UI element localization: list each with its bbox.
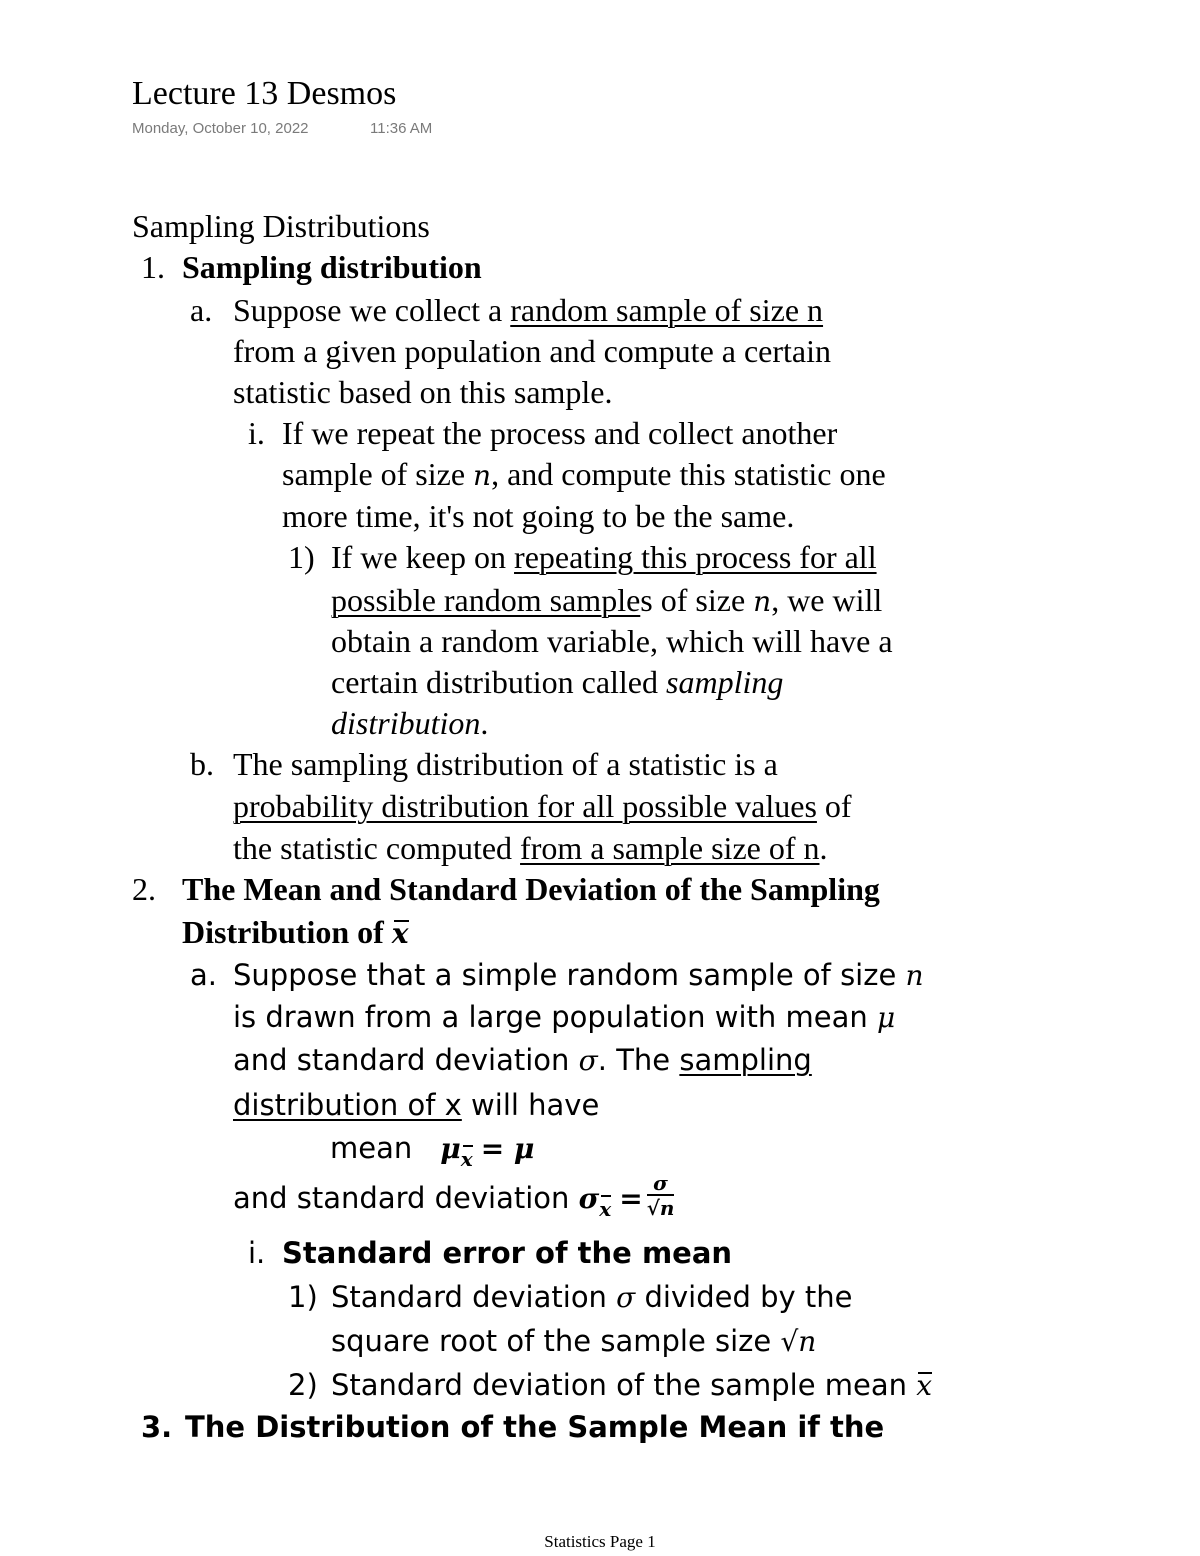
sigma-over-sqrt-n — [647, 1172, 675, 1220]
item-2a-i-2-line-1 — [331, 1365, 932, 1406]
sd-formula — [233, 1171, 675, 1224]
item-1a-line-3: statistic based on this sample. — [233, 374, 613, 410]
item-1-heading: Sampling distribution — [182, 249, 482, 285]
text-run: . The — [597, 1043, 680, 1077]
math-sigma: σ — [616, 1281, 636, 1314]
underlined-phrase: from a sample size of n — [520, 830, 820, 866]
text-run: Standard deviation of the sample mean — [331, 1368, 917, 1402]
text-run: of — [816, 788, 852, 824]
item-2a-line-2 — [233, 997, 895, 1038]
item-1a-i-marker: i. — [248, 415, 265, 451]
item-1a-i-1-line-4 — [331, 662, 783, 702]
mean-equation: = μ — [480, 1132, 535, 1165]
text-run: Suppose we collect a — [233, 292, 511, 328]
item-1a-marker: a. — [190, 292, 213, 328]
underlined-phrase: sampling — [679, 1043, 812, 1077]
page-title: Lecture 13 Desmos — [132, 75, 397, 112]
item-1b-line-1: The sampling distribution of a statistic is a — [233, 746, 778, 782]
item-2a-i-marker: i. — [248, 1236, 266, 1270]
item-2a-i-heading: Standard error of the mean — [282, 1236, 733, 1270]
item-1b-marker: b. — [190, 746, 214, 782]
math-xbar: x — [392, 914, 409, 954]
page-footer: Statistics Page 1 — [544, 1532, 656, 1551]
text-run: certain distribution called — [331, 664, 666, 700]
text-run: Distribution of — [182, 914, 392, 950]
item-2a-i-1-marker: 1) — [288, 1280, 318, 1314]
math-sqrt-n: √n — [780, 1325, 817, 1358]
underlined-phrase: random sample of size n — [510, 292, 824, 328]
math-n: n — [473, 459, 492, 492]
fraction-denominator: √n — [646, 1196, 675, 1220]
item-1a-i-line-2 — [282, 454, 886, 496]
text-run: , and compute this statistic one — [491, 456, 886, 492]
page-time: 11:36 AM — [370, 120, 433, 137]
math-xbar-subscript: x — [461, 1139, 473, 1179]
math-sigma: σ — [578, 1044, 598, 1077]
text-run: sample of size — [282, 456, 474, 492]
text-run: s of size — [640, 582, 754, 618]
item-2a-line-1 — [233, 955, 924, 996]
item-2-heading-line-1: The Mean and Standard Deviation of the Sampling — [182, 871, 880, 907]
item-1b-line-3 — [233, 828, 828, 868]
math-n: n — [905, 959, 924, 992]
item-1a-i-1-line-5 — [331, 703, 488, 743]
item-3-number: 3. — [141, 1410, 173, 1444]
item-1a-i-1-marker: 1) — [288, 539, 315, 575]
text-run: . — [819, 830, 828, 866]
underlined-phrase: probability distribution for all possible values — [233, 788, 817, 824]
math-n: n — [753, 585, 772, 618]
section-title: Sampling Distributions — [132, 208, 430, 244]
sd-equals: = — [619, 1182, 643, 1215]
item-2a-line-3 — [233, 1040, 812, 1081]
item-2a-marker: a. — [190, 958, 217, 992]
item-2-number: 2. — [132, 871, 156, 907]
page-date: Monday, October 10, 2022 — [132, 120, 309, 137]
item-2a-line-4 — [233, 1085, 599, 1125]
text-run: , we will — [771, 582, 883, 618]
underlined-phrase: repeating this process for all — [514, 539, 877, 575]
text-run: . — [480, 705, 489, 741]
underlined-phrase: distribution of x — [233, 1088, 462, 1122]
item-2a-i-1-line-2 — [331, 1321, 816, 1362]
italic-term: distribution — [331, 705, 481, 741]
item-2a-i-2-marker: 2) — [288, 1368, 318, 1402]
fraction-numerator: σ — [647, 1172, 675, 1196]
math-mu: μ — [440, 1132, 461, 1165]
item-2a-i-1-line-1 — [331, 1277, 852, 1318]
text-run: If we keep on — [331, 539, 515, 575]
item-1a-i-1-line-1 — [331, 537, 877, 577]
text-run: will have — [461, 1088, 600, 1122]
sd-label: and standard deviation — [233, 1181, 579, 1215]
math-xbar: x — [916, 1366, 932, 1406]
text-run: and standard deviation — [233, 1043, 579, 1077]
underlined-phrase: possible random sample — [331, 582, 641, 618]
item-2-heading-line-2 — [182, 912, 409, 954]
mean-formula — [330, 1128, 534, 1171]
text-run: is drawn from a large population with mean — [233, 1000, 877, 1034]
item-3-heading: The Distribution of the Sample Mean if the — [185, 1410, 885, 1444]
item-1a-i-line-3: more time, it's not going to be the same. — [282, 498, 795, 534]
item-1-number: 1. — [141, 249, 165, 285]
text-run: divided by the — [635, 1280, 853, 1314]
item-1a-i-line-1: If we repeat the process and collect another — [282, 415, 838, 451]
item-1a-line-1 — [233, 290, 823, 330]
item-1a-i-1-line-2 — [331, 580, 882, 622]
text-run: Standard deviation — [331, 1280, 617, 1314]
text-run: square root of the sample size — [331, 1324, 781, 1358]
math-sigma: σ — [578, 1182, 600, 1215]
mean-label: mean — [330, 1131, 413, 1165]
text-run: Suppose that a simple random sample of size — [233, 958, 906, 992]
text-run: the statistic computed — [233, 830, 521, 866]
item-1a-line-2: from a given population and compute a certain — [233, 333, 832, 369]
item-1b-line-2 — [233, 786, 852, 826]
item-1a-i-1-line-3: obtain a random variable, which will have a — [331, 623, 893, 659]
math-xbar-subscript: x — [599, 1189, 611, 1229]
math-mu: μ — [876, 1001, 896, 1034]
italic-term: sampling — [666, 664, 784, 700]
